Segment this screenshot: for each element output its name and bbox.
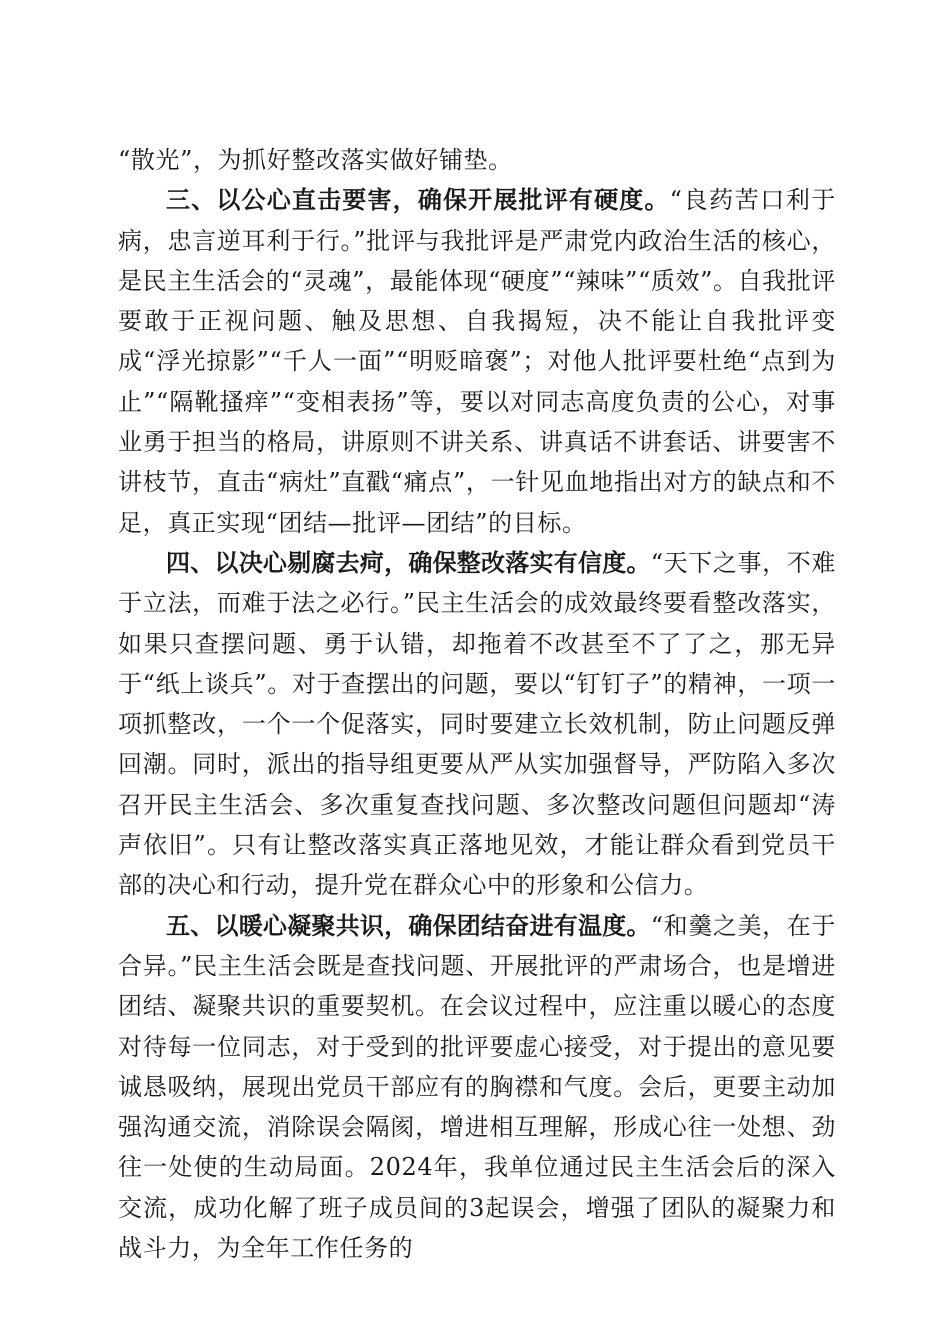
section-heading-3: 三、以公心直击要害，确保开展批评有硬度。 (166, 186, 670, 215)
section-heading-4: 四、以决心剔腐去疴，确保整改落实有信度。 (166, 548, 651, 577)
paragraph-body: “良药苦口利于病，忠言逆耳利于行。”批评与我批评是严肃党内政治生活的核心，是民主生活会的“灵魂”，最能体现“硬度”“辣味”“质效”。自我批评要敢于正视问题、触及思想、自我揭短，决不能让自我批评变成“浮光掠影”“千人一面”“明贬暗褒”；对他人批评要杜绝“点到为止”“隔靴搔痒”“变相表扬”等，要以对同志高度负责的公心，对事业勇于担当的格局，讲原则不讲关系、讲真话不讲套话、讲要害不讲枝节，直击“病灶”直戳“痛点”，一针见血地指出对方的缺点和不足，真正实现“团结—批评—团结”的目标。 (118, 186, 836, 537)
paragraph-body: “天下之事，不难于立法，而难于法之必行。”民主生活会的成效最终要看整改落实，如果只查摆问题、勇于认错，却拖着不改甚至不了了之，那无异于“纸上谈兵”。对于查摆出的问题，要以“钉钉子”的精神，一项一项抓整改，一个一个促落实，同时要建立长效机制，防止问题反弹回潮。同时，派出的指导组更要从严从实加强督导，严防陷入多次召开民主生活会、多次重复查找问题、多次整改问题但问题却“涛声依旧”。只有让整改落实真正落地见效，才能让群众看到党员干部的决心和行动，提升党在群众心中的形象和公信力。 (118, 548, 836, 900)
section-heading-5: 五、以暖心凝聚共识，确保团结奋进有温度。 (166, 911, 651, 940)
paragraph-section-5 (118, 906, 836, 1269)
paragraph-section-4 (118, 543, 836, 906)
paragraph-body: “散光”，为抓好整改落实做好铺垫。 (118, 146, 513, 174)
paragraph-section-3 (118, 180, 836, 543)
document-page (118, 140, 836, 1268)
paragraph-body: “和羹之美，在于合异。”民主生活会既是查找问题、开展批评的严肃场合，也是增进团结、凝聚共识的重要契机。在会议过程中，应注重以暖心的态度对待每一位同志，对于受到的批评要虚心接受，对于提出的意见要诚恳吸纳，展现出党员干部应有的胸襟和气度。会后，更要主动加强沟通交流，消除误会隔阂，增进相互理解，形成心往一处想、劲往一处使的生动局面。2024年，我单位通过民主生活会后的深入交流，成功化解了班子成员间的3起误会，增强了团队的凝聚力和战斗力，为全年工作任务的 (118, 911, 836, 1263)
paragraph-continuation (118, 140, 836, 180)
